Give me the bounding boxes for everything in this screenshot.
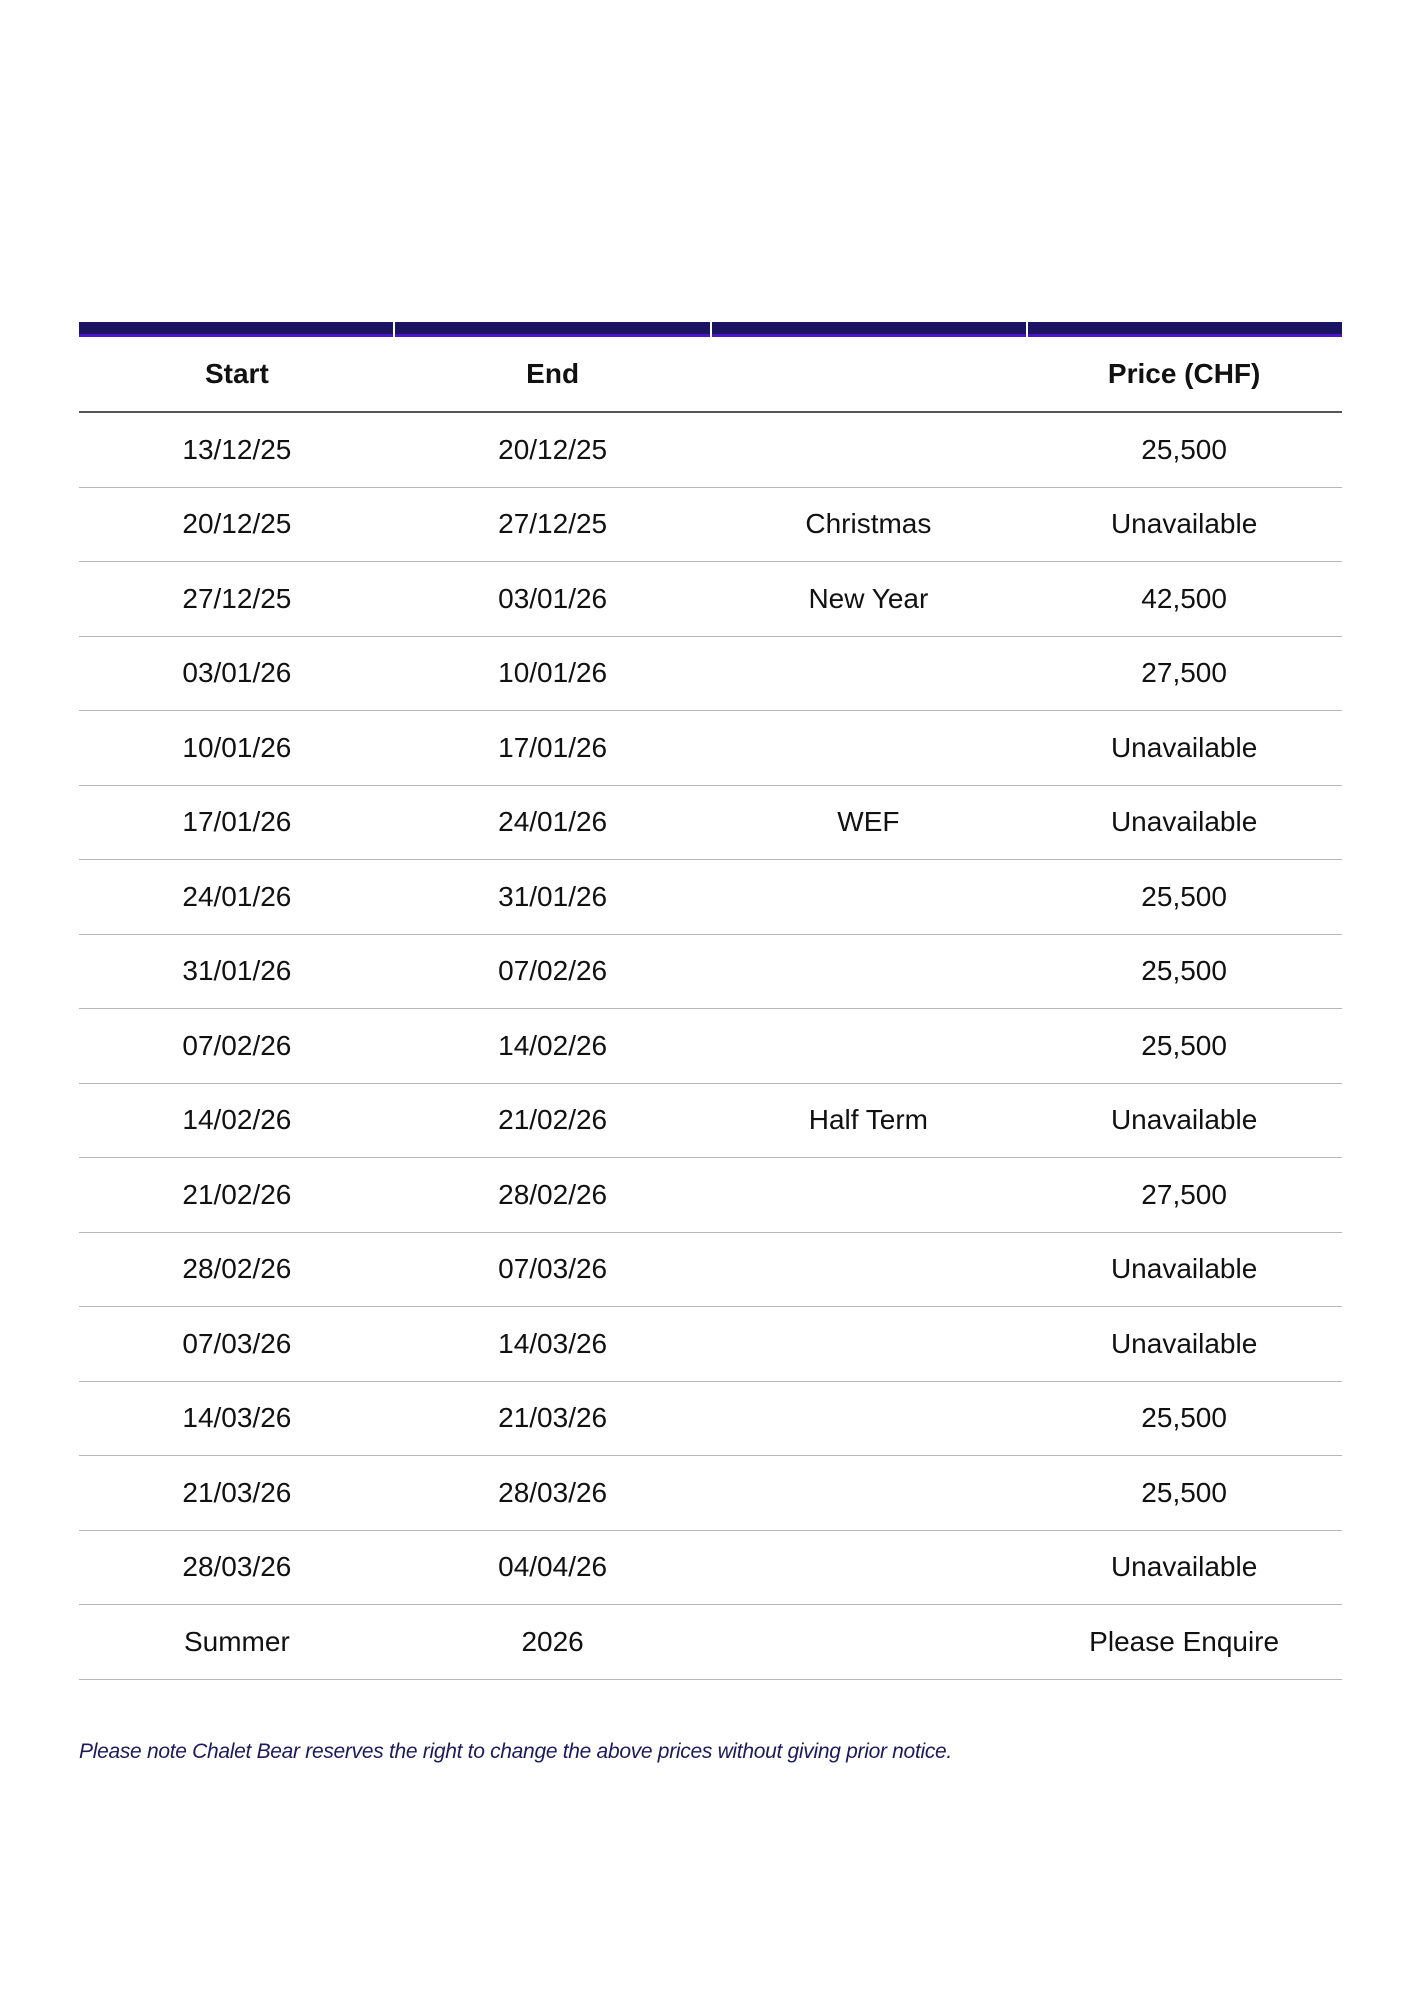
table-row <box>79 1158 1342 1233</box>
price-cell: Unavailable <box>1026 1083 1342 1158</box>
table-row <box>79 860 1342 935</box>
event-cell <box>711 860 1027 935</box>
end-date-cell: 04/04/26 <box>395 1530 711 1605</box>
price-cell: 25,500 <box>1026 1456 1342 1531</box>
event-cell <box>711 1605 1027 1680</box>
price-cell: Unavailable <box>1026 785 1342 860</box>
start-date-cell: 21/03/26 <box>79 1456 395 1531</box>
end-date-cell: 07/03/26 <box>395 1232 711 1307</box>
price-cell: 25,500 <box>1026 860 1342 935</box>
event-cell <box>711 934 1027 1009</box>
table-row <box>79 934 1342 1009</box>
start-date-cell: 13/12/25 <box>79 412 395 487</box>
start-date-cell: 07/02/26 <box>79 1009 395 1084</box>
end-date-cell: 03/01/26 <box>395 562 711 637</box>
table-row <box>79 636 1342 711</box>
end-date-cell: 17/01/26 <box>395 711 711 786</box>
event-cell: Christmas <box>711 487 1027 562</box>
price-cell: Unavailable <box>1026 1307 1342 1382</box>
event-cell <box>711 412 1027 487</box>
start-date-cell: 21/02/26 <box>79 1158 395 1233</box>
table-row <box>79 1456 1342 1531</box>
end-date-cell: 27/12/25 <box>395 487 711 562</box>
event-cell: Half Term <box>711 1083 1027 1158</box>
table-row <box>79 412 1342 487</box>
start-date-cell: 03/01/26 <box>79 636 395 711</box>
event-cell <box>711 1232 1027 1307</box>
price-cell: 42,500 <box>1026 562 1342 637</box>
start-date-cell: Summer <box>79 1605 395 1680</box>
end-date-cell: 31/01/26 <box>395 860 711 935</box>
price-cell: 25,500 <box>1026 1009 1342 1084</box>
end-date-cell: 14/03/26 <box>395 1307 711 1382</box>
column-header-start: Start <box>79 337 395 412</box>
price-cell: Unavailable <box>1026 487 1342 562</box>
event-cell: New Year <box>711 562 1027 637</box>
event-cell <box>711 1456 1027 1531</box>
price-cell: 27,500 <box>1026 636 1342 711</box>
start-date-cell: 07/03/26 <box>79 1307 395 1382</box>
start-date-cell: 14/02/26 <box>79 1083 395 1158</box>
column-header-price: Price (CHF) <box>1026 337 1342 412</box>
event-cell: WEF <box>711 785 1027 860</box>
end-date-cell: 21/02/26 <box>395 1083 711 1158</box>
price-disclaimer-note: Please note Chalet Bear reserves the right to change the above prices without giving prior notice. <box>79 1740 952 1763</box>
table-row <box>79 562 1342 637</box>
event-cell <box>711 1009 1027 1084</box>
table-row <box>79 1530 1342 1605</box>
end-date-cell: 28/03/26 <box>395 1456 711 1531</box>
table-row <box>79 1083 1342 1158</box>
header-bar-segment <box>395 322 709 337</box>
header-bar-segment <box>79 322 393 337</box>
start-date-cell: 28/02/26 <box>79 1232 395 1307</box>
end-date-cell: 07/02/26 <box>395 934 711 1009</box>
price-cell: Please Enquire <box>1026 1605 1342 1680</box>
table-row <box>79 1232 1342 1307</box>
table-row <box>79 1307 1342 1382</box>
header-bar-segment <box>712 322 1026 337</box>
column-header-event <box>711 337 1027 412</box>
price-cell: 25,500 <box>1026 1381 1342 1456</box>
start-date-cell: 24/01/26 <box>79 860 395 935</box>
event-cell <box>711 636 1027 711</box>
price-table-body <box>79 412 1342 1679</box>
table-header-row <box>79 337 1342 412</box>
table-row <box>79 1009 1342 1084</box>
header-bar-segment <box>1028 322 1342 337</box>
start-date-cell: 27/12/25 <box>79 562 395 637</box>
table-row <box>79 1605 1342 1680</box>
table-row <box>79 711 1342 786</box>
end-date-cell: 2026 <box>395 1605 711 1680</box>
end-date-cell: 21/03/26 <box>395 1381 711 1456</box>
price-cell: 27,500 <box>1026 1158 1342 1233</box>
end-date-cell: 24/01/26 <box>395 785 711 860</box>
event-cell <box>711 711 1027 786</box>
price-cell: 25,500 <box>1026 934 1342 1009</box>
price-cell: 25,500 <box>1026 412 1342 487</box>
start-date-cell: 17/01/26 <box>79 785 395 860</box>
start-date-cell: 14/03/26 <box>79 1381 395 1456</box>
end-date-cell: 14/02/26 <box>395 1009 711 1084</box>
start-date-cell: 10/01/26 <box>79 711 395 786</box>
table-row <box>79 785 1342 860</box>
event-cell <box>711 1530 1027 1605</box>
end-date-cell: 28/02/26 <box>395 1158 711 1233</box>
start-date-cell: 20/12/25 <box>79 487 395 562</box>
price-cell: Unavailable <box>1026 1530 1342 1605</box>
price-table <box>79 337 1342 1680</box>
event-cell <box>711 1307 1027 1382</box>
event-cell <box>711 1381 1027 1456</box>
table-row <box>79 1381 1342 1456</box>
end-date-cell: 20/12/25 <box>395 412 711 487</box>
event-cell <box>711 1158 1027 1233</box>
table-row <box>79 487 1342 562</box>
start-date-cell: 28/03/26 <box>79 1530 395 1605</box>
price-cell: Unavailable <box>1026 1232 1342 1307</box>
end-date-cell: 10/01/26 <box>395 636 711 711</box>
column-header-end: End <box>395 337 711 412</box>
table-header-bar <box>79 322 1342 337</box>
start-date-cell: 31/01/26 <box>79 934 395 1009</box>
price-table-container <box>79 322 1342 1680</box>
price-cell: Unavailable <box>1026 711 1342 786</box>
